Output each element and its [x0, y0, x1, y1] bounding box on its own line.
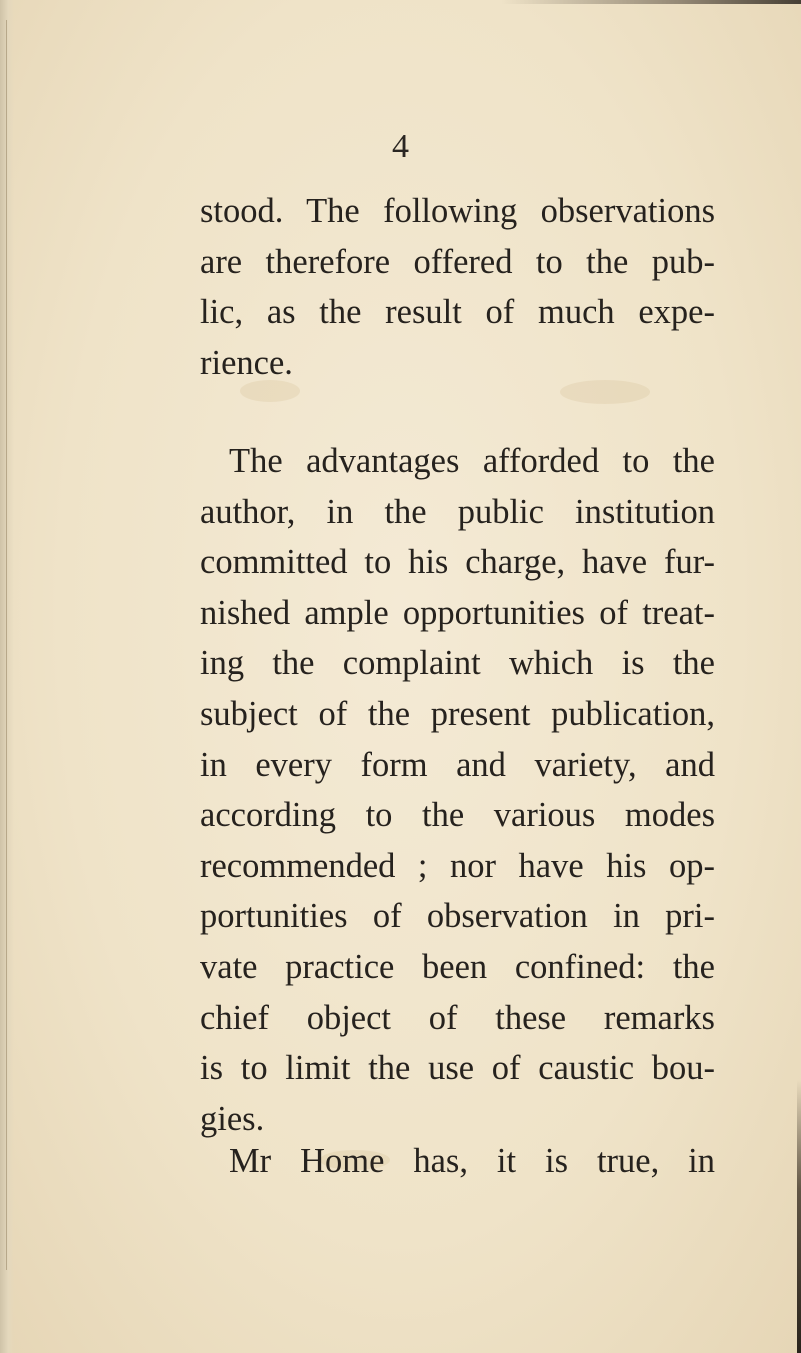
text-line: subject of the present publication,	[200, 694, 715, 733]
binding-crease	[6, 20, 7, 1270]
page-top-edge-shadow	[501, 0, 801, 4]
text-line: according to the various modes	[200, 796, 715, 835]
text-line: are therefore offered to the pub-	[200, 242, 715, 281]
text-line: The advantages afforded to the	[229, 442, 715, 480]
page-right-edge-shadow	[797, 1080, 801, 1353]
text-line: stood. The following observations	[200, 192, 715, 230]
text-line: ing the complaint which is the	[200, 644, 715, 683]
text-line: in every form and variety, and	[200, 745, 715, 784]
text-line: committed to his charge, have fur-	[200, 543, 715, 582]
paragraph-3	[200, 1136, 715, 1187]
text-line: vate practice been confined: the	[200, 947, 715, 986]
text-line: nished ample opportunities of treat-	[200, 593, 715, 632]
text-line: chief object of these remarks	[200, 998, 715, 1037]
text-line: portunities of observation in pri-	[200, 897, 715, 936]
paragraph-1	[200, 186, 715, 388]
page-number: 4	[392, 128, 409, 165]
text-line: gies.	[200, 1099, 265, 1138]
text-line: rience.	[200, 343, 293, 382]
text-line: is to limit the use of caustic bou-	[200, 1049, 715, 1088]
binding-edge	[0, 0, 14, 1353]
text-line: author, in the public institution	[200, 492, 715, 531]
text-line: recommended ; nor have his op-	[200, 846, 715, 885]
text-line: Mr Home has, it is true, in	[229, 1142, 715, 1180]
paragraph-2	[200, 436, 715, 1144]
text-line: lic, as the result of much expe-	[200, 293, 715, 332]
